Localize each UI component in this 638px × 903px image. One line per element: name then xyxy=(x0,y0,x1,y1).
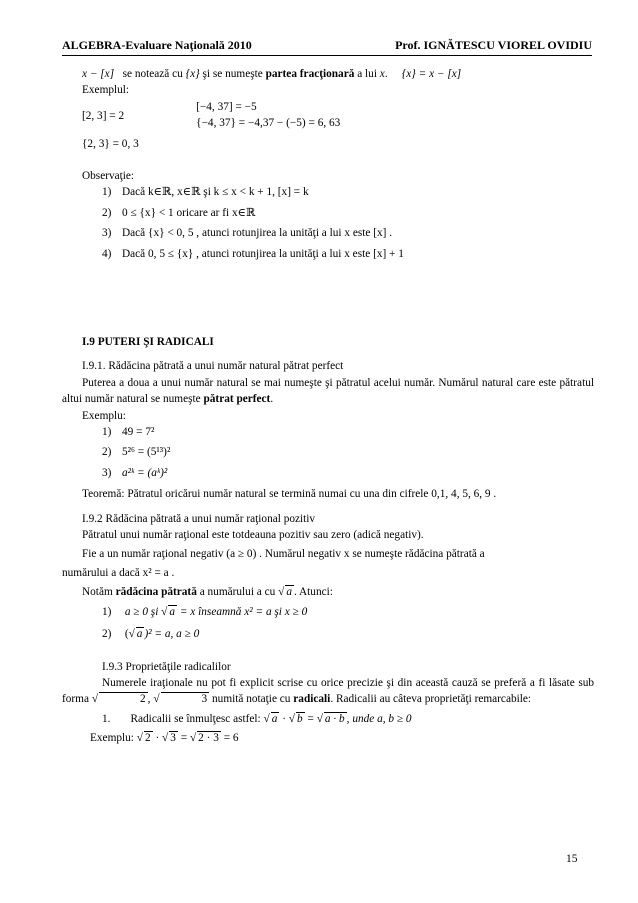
radical-property: 1. Radicalii se înmulţesc astfel: √ a · √ b = √ a · b , unde a, b ≥ 0 xyxy=(62,711,594,727)
radical-example: Exemplu: √ 2 · √ 3 = √ 2 · 3 = 6 xyxy=(62,730,594,746)
subsection-1-title: I.9.1. Rădăcina pătrată a unui număr natural pătrat perfect xyxy=(82,360,344,373)
example-label: Exemplul: xyxy=(82,84,130,97)
subsection-1-example-label: Exemplu: xyxy=(82,409,126,422)
example-2: [−4, 37] = −5 xyxy=(196,100,257,113)
subsection-1-paragraph: Puterea a doua a unui număr natural se mai numeşte şi pătratul acelui număr. Numărul natural care este pătratul altui număr natural se numeşte pătrat perfect. xyxy=(62,376,594,406)
theorem: Teoremă: Pătratul oricărui număr natural se termină numai cu una din cifrele 0,1, 4, 5, 6, 9 . xyxy=(82,488,497,501)
subsection-2-p1: Pătratul unui număr raţional este totdeauna pozitiv sau zero (adică negativ). xyxy=(82,529,424,542)
page-content xyxy=(62,66,594,747)
power-example: 2) 5²⁶ = (5¹³)² xyxy=(102,445,171,458)
observations-list xyxy=(62,184,594,262)
subsection-3-title: I.9.3 Proprietăţile radicalilor xyxy=(102,660,231,673)
power-example: 1) 49 = 7² xyxy=(102,426,155,439)
section-title: I.9 PUTERI ŞI RADICALI xyxy=(82,336,214,349)
example-1: [2, 3] = 2 xyxy=(82,109,125,122)
frac-formula: {x} = x − [x] xyxy=(401,68,462,80)
observation-item: 1) Dacă k∈ℝ, x∈ℝ şi k ≤ x < k + 1, [x] = k xyxy=(102,186,309,199)
subsection-2-title: I.9.2 Rădăcina pătrată a unui număr raţional pozitiv xyxy=(82,512,316,525)
radical-definition: 1) a ≥ 0 şi √ a = x înseamnă x² = a şi x ≥ 0 xyxy=(62,604,594,620)
page-header xyxy=(62,38,592,56)
example-4: {2, 3} = 0, 3 xyxy=(82,137,139,150)
subsection-3-paragraph: Numerele iraţionale nu pot fi explicit scrise cu orice precizie şi din această cauză se preferă a fi lăsate sub forma √ 2 , √ 3 numită notaţie cu radicali. Radicalii au câteva proprietăţi remarcabile: xyxy=(62,675,594,708)
subsection-2-p4: Notăm rădăcina pătrată a numărului a cu √ a . Atunci: xyxy=(62,584,594,600)
examples-block xyxy=(62,99,594,132)
frac-intro: x − [x] se notează cu {x} şi se numeşte partea fracţionară a lui x. {x} = x − [x] xyxy=(82,68,462,80)
observations-title: Observaţie: xyxy=(82,170,135,183)
subsection-2-p3: numărului a dacă x² = a . xyxy=(62,566,175,579)
header-left: ALGEBRA-Evaluare Naţională 2010 xyxy=(62,38,252,52)
observation-item: 3) Dacă {x} < 0, 5 , atunci rotunjirea la unităţi a lui x este [x] . xyxy=(102,227,393,240)
page-number: 15 xyxy=(566,853,578,865)
example-3: {−4, 37} = −4,37 − (−5) = 6, 63 xyxy=(196,117,341,130)
observation-item: 4) Dacă 0, 5 ≤ {x} , atunci rotunjirea la unităţi a lui x este [x] + 1 xyxy=(102,247,404,260)
observation-item: 2) 0 ≤ {x} < 1 oricare ar fi x∈ℝ xyxy=(102,206,256,219)
radical-definition: 2) (√ a )² = a, a ≥ 0 xyxy=(62,626,594,642)
power-example: 3) a²ᵏ = (aᵏ)² xyxy=(102,466,168,479)
subsection-2-p2: Fie a un număr raţional negativ (a ≥ 0) . Numărul negativ x se numeşte rădăcina pătrată a xyxy=(82,547,485,560)
header-right: Prof. IGNĂTESCU VIOREL OVIDIU xyxy=(395,38,592,52)
